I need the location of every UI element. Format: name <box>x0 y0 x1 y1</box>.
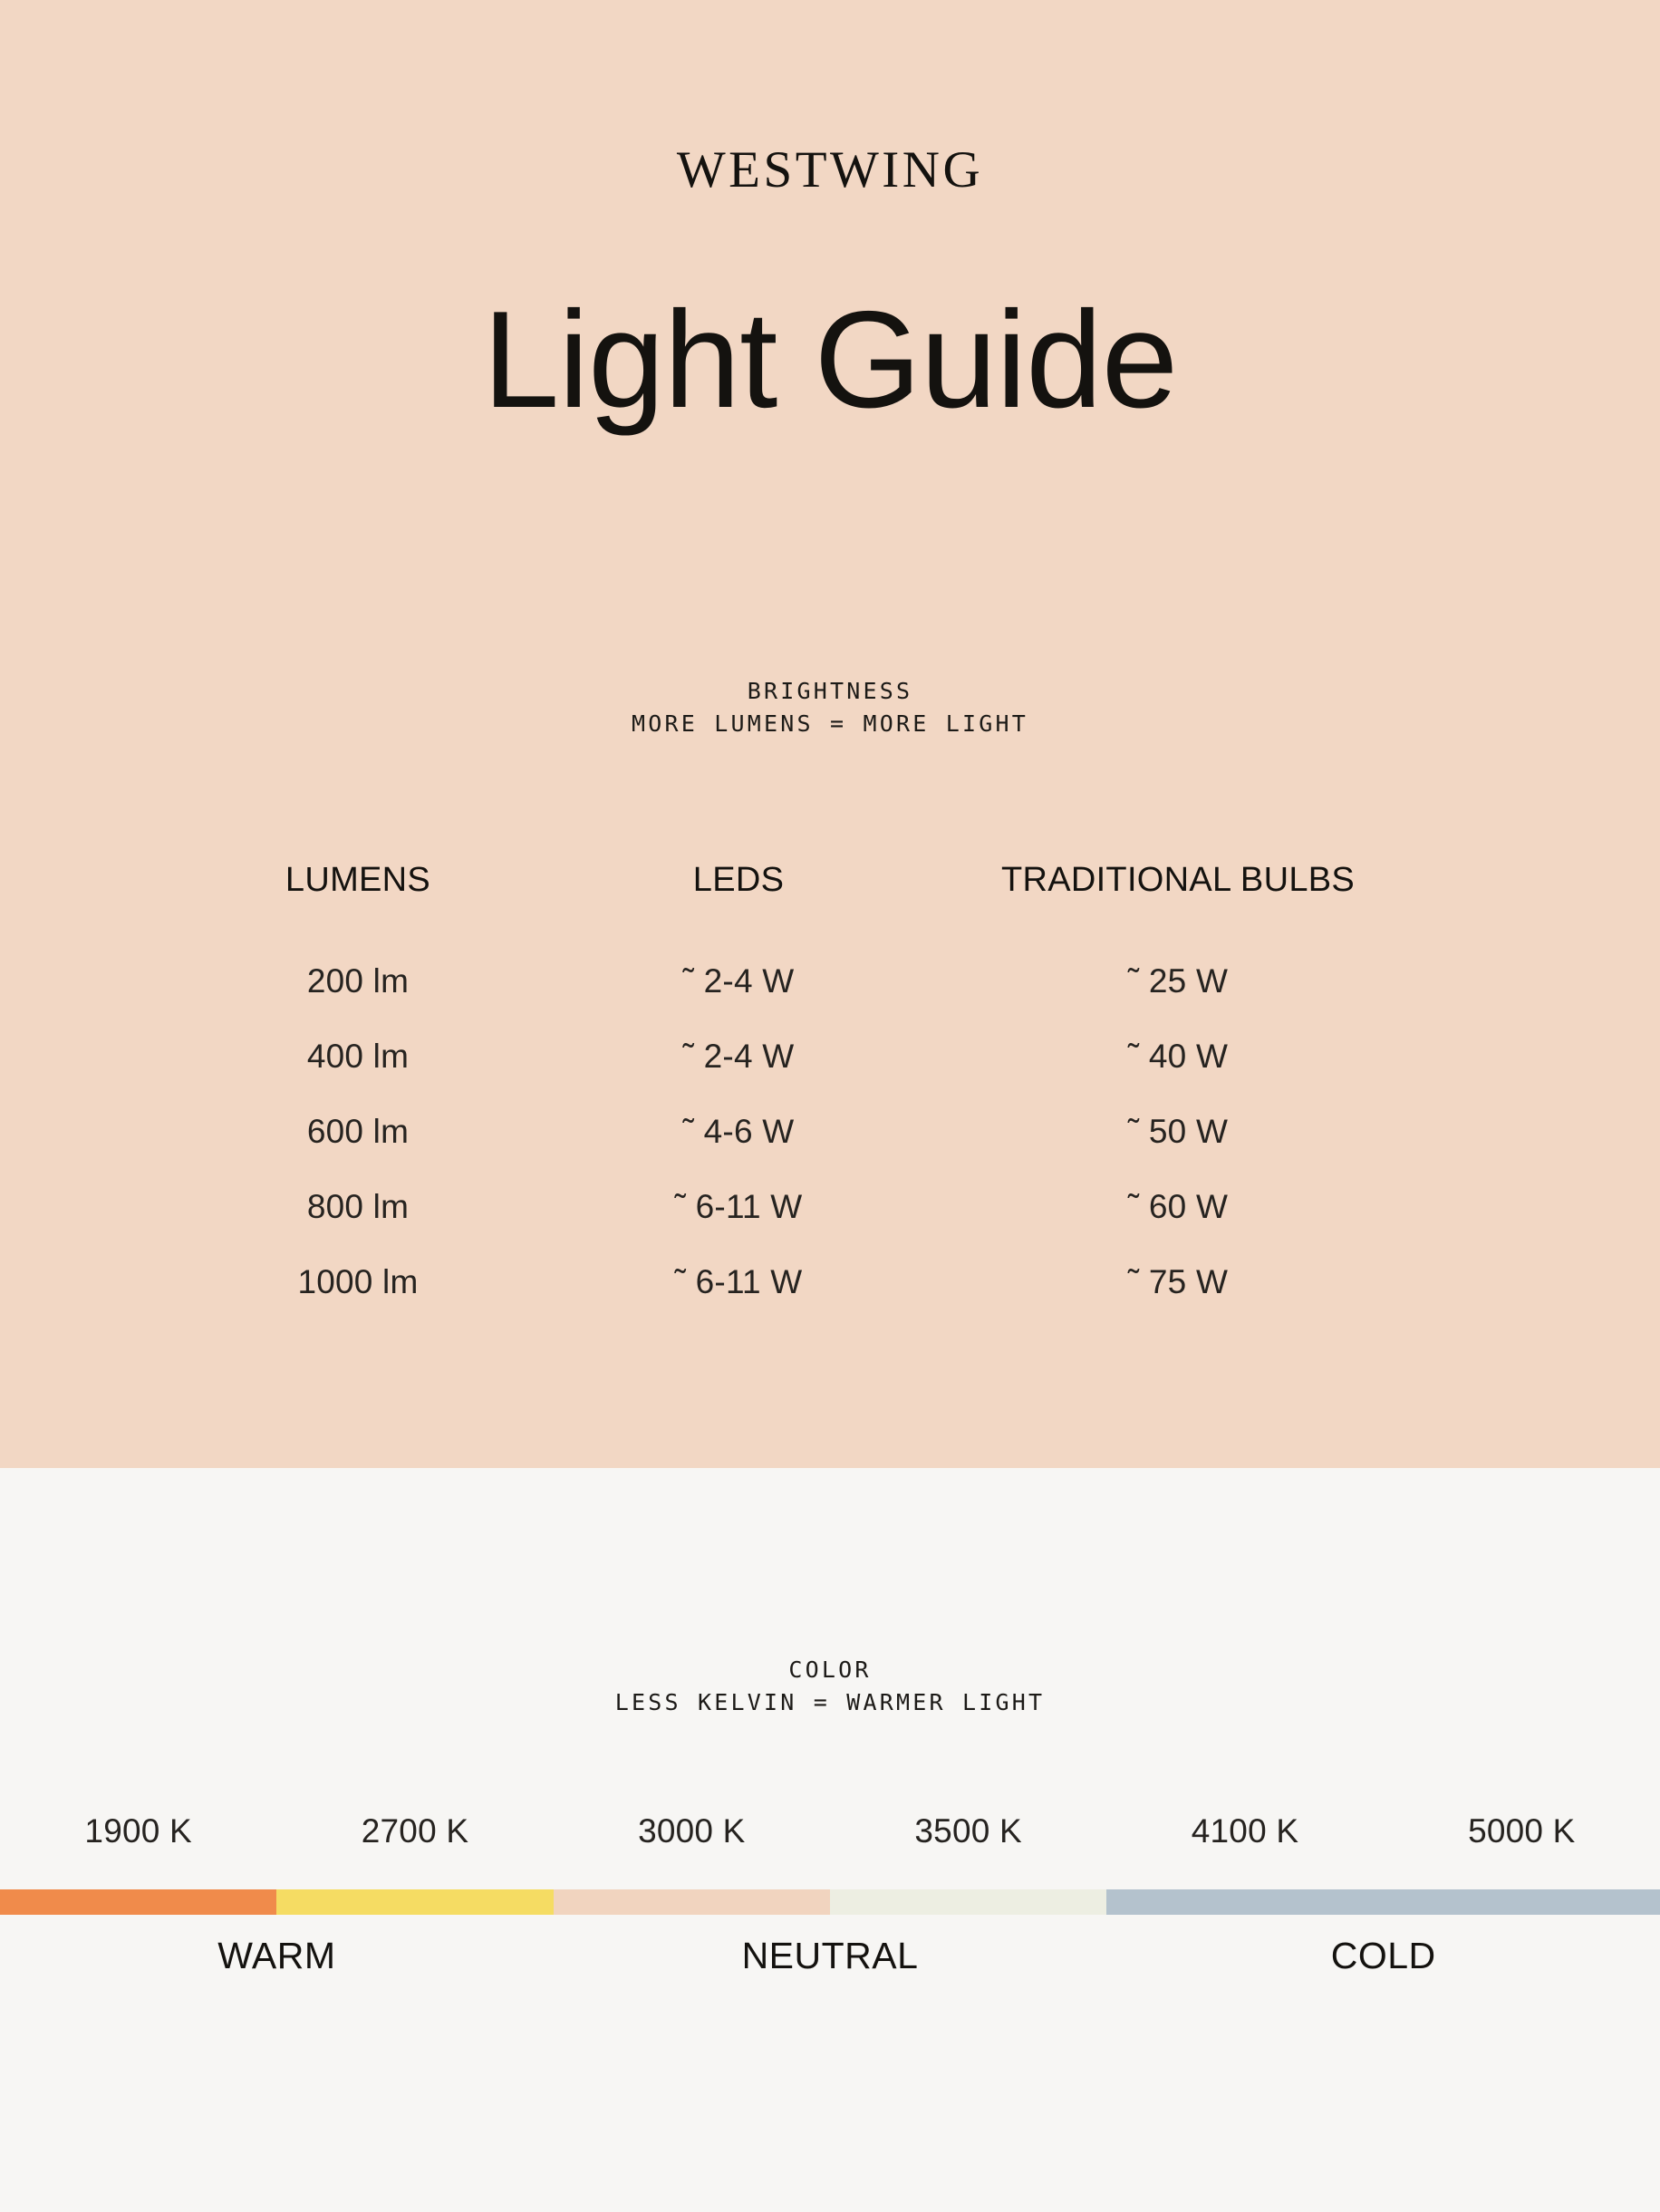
cell-bulbs: ˜ 75 W <box>1127 1263 1229 1300</box>
temperature-label-cold: COLD <box>1330 1935 1436 1976</box>
color-caption <box>0 1654 1660 1720</box>
gradient-segment-neutral-1 <box>554 1889 830 1915</box>
kelvin-label: 4100 K <box>1191 1812 1299 1850</box>
column-header-lumens: LUMENS <box>285 861 431 899</box>
brand-wordmark: WESTWING <box>676 141 984 198</box>
table-row <box>208 1094 1459 1169</box>
brightness-caption <box>0 675 1660 741</box>
gradient-segment-cold-2 <box>1384 1889 1660 1915</box>
gradient-segment-cold-1 <box>1106 1889 1383 1915</box>
cell-leds: ˜ 2-4 W <box>682 962 795 1000</box>
kelvin-label: 5000 K <box>1468 1812 1576 1850</box>
cell-leds: ˜ 6-11 W <box>674 1188 803 1225</box>
brightness-caption-line1: BRIGHTNESS <box>747 678 913 704</box>
kelvin-label: 2700 K <box>361 1812 469 1850</box>
gradient-segment-warm-1 <box>0 1889 276 1915</box>
table-header-row <box>208 843 1459 943</box>
cell-bulbs: ˜ 50 W <box>1127 1113 1229 1150</box>
cell-lumens: 800 lm <box>306 1188 410 1225</box>
column-header-leds: LEDS <box>692 861 785 899</box>
page-title: Light Guide <box>482 283 1178 437</box>
gradient-segment-warm-2 <box>276 1889 553 1915</box>
temperature-category-labels <box>0 1935 1660 1977</box>
temperature-label-warm: WARM <box>217 1935 336 1976</box>
column-header-traditional-bulbs: TRADITIONAL BULBS <box>1000 861 1356 899</box>
cell-bulbs: ˜ 60 W <box>1127 1188 1229 1225</box>
cell-leds: ˜ 4-6 W <box>682 1113 795 1150</box>
cell-lumens: 600 lm <box>306 1113 410 1150</box>
table-row <box>208 943 1459 1019</box>
table-row <box>208 1244 1459 1319</box>
cell-leds: ˜ 2-4 W <box>682 1038 795 1075</box>
gradient-segment-neutral-2 <box>830 1889 1106 1915</box>
kelvin-label: 3000 K <box>638 1812 746 1850</box>
color-caption-line2: LESS KELVIN = WARMER LIGHT <box>614 1689 1046 1716</box>
cell-bulbs: ˜ 25 W <box>1127 962 1229 1000</box>
kelvin-label: 3500 K <box>914 1812 1022 1850</box>
cell-bulbs: ˜ 40 W <box>1127 1038 1229 1075</box>
cell-lumens: 200 lm <box>306 962 410 1000</box>
kelvin-scale-labels <box>0 1812 1660 1850</box>
table-row <box>208 1169 1459 1244</box>
brightness-table <box>208 843 1459 1319</box>
brightness-caption-line2: MORE LUMENS = MORE LIGHT <box>631 710 1029 738</box>
cell-leds: ˜ 6-11 W <box>674 1263 803 1300</box>
table-row <box>208 1019 1459 1094</box>
color-temperature-bar <box>0 1889 1660 1915</box>
kelvin-label: 1900 K <box>84 1812 192 1850</box>
temperature-label-neutral: NEUTRAL <box>741 1935 919 1976</box>
cell-lumens: 1000 lm <box>297 1263 419 1300</box>
color-caption-line1: COLOR <box>788 1657 872 1683</box>
cell-lumens: 400 lm <box>306 1038 410 1075</box>
